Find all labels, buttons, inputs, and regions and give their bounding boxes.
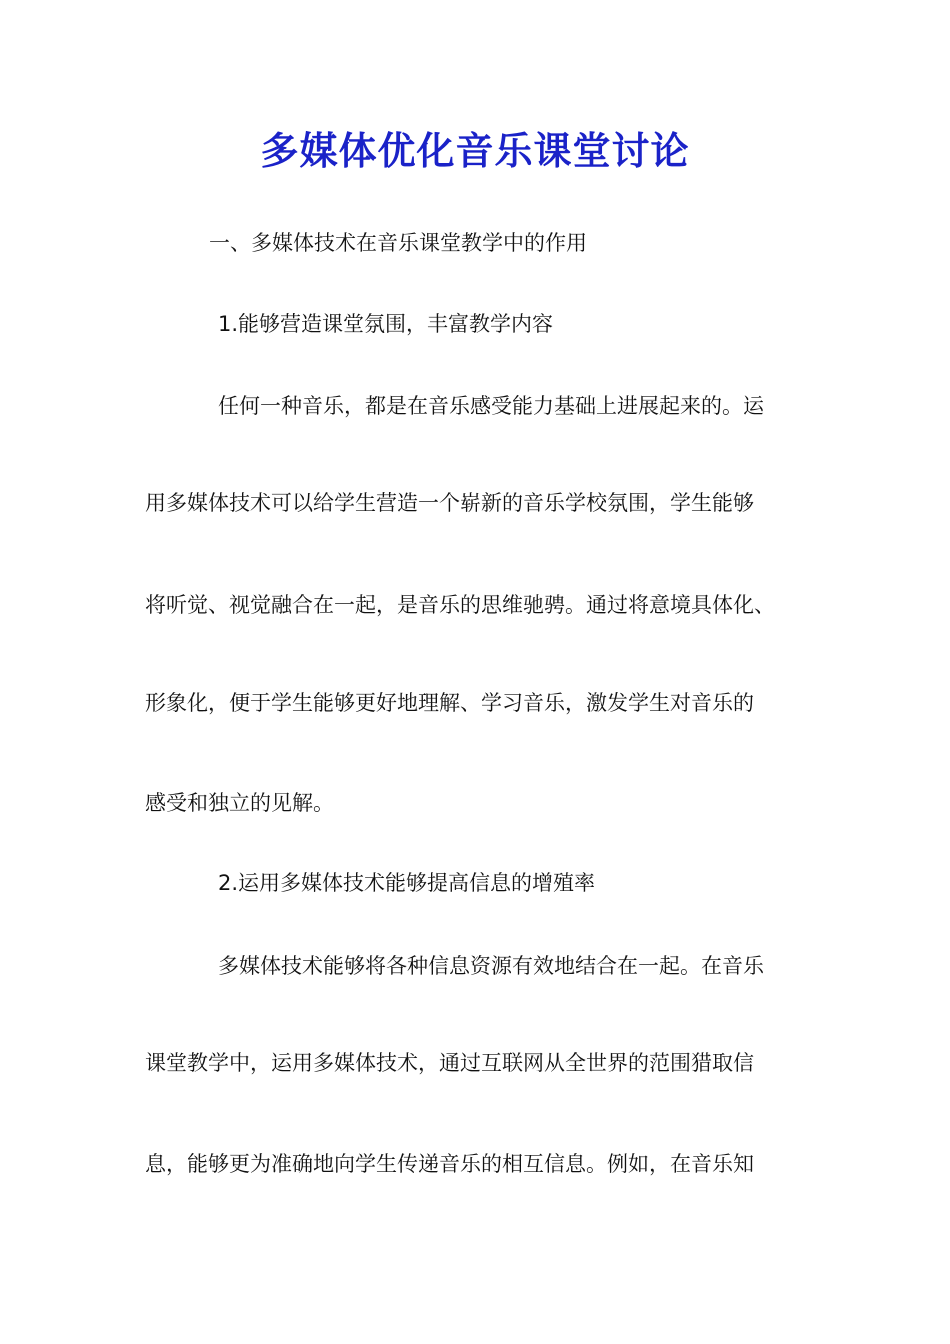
paragraph-line: 用多媒体技术可以给学生营造一个崭新的音乐学校氛围，学生能够: [145, 491, 754, 515]
section-heading: 一、多媒体技术在音乐课堂教学中的作用: [209, 231, 587, 255]
paragraph-line: 多媒体技术能够将各种信息资源有效地结合在一起。在音乐: [218, 954, 764, 978]
subsection-heading: 1.能够营造课堂氛围，丰富教学内容: [218, 312, 554, 336]
paragraph-line: 任何一种音乐，都是在音乐感受能力基础上进展起来的。运: [218, 394, 764, 418]
paragraph-line: 将听觉、视觉融合在一起，是音乐的思维驰骋。通过将意境具体化、: [145, 593, 775, 617]
paragraph-line: 息，能够更为准确地向学生传递音乐的相互信息。例如，在音乐知: [145, 1152, 754, 1176]
document-title: 多媒体优化音乐课堂讨论: [260, 128, 690, 173]
subsection-heading: 2.运用多媒体技术能够提高信息的增殖率: [218, 871, 596, 895]
paragraph-line: 感受和独立的见解。: [145, 791, 334, 815]
paragraph-line: 课堂教学中，运用多媒体技术，通过互联网从全世界的范围猎取信: [145, 1051, 754, 1075]
paragraph-line: 形象化，便于学生能够更好地理解、学习音乐，激发学生对音乐的: [145, 691, 754, 715]
